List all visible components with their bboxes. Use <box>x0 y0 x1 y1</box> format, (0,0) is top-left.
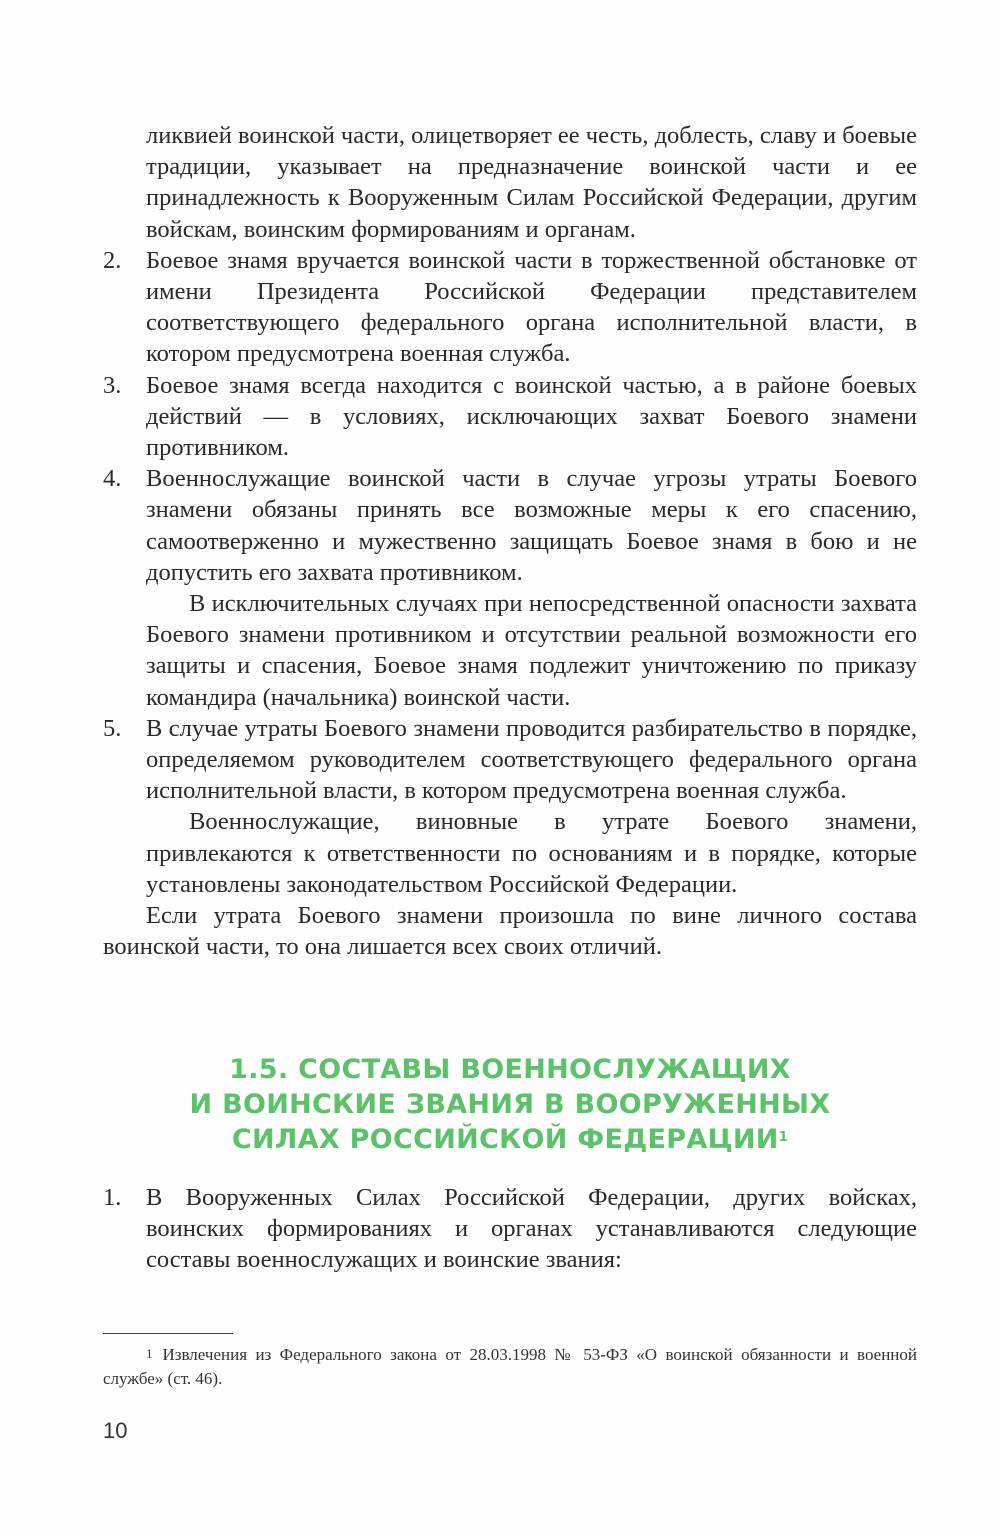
heading-footnote-mark: 1 <box>778 1130 789 1145</box>
list-item-4 <box>103 463 917 588</box>
list-item-text: В Вооруженных Силах Российской Федерации, других войсках, воинских формированиях и органах устанавливаются следующие составы военнослужащих и воинские звания: <box>146 1184 917 1274</box>
page-number: 10 <box>103 1418 128 1443</box>
main-text <box>103 120 917 962</box>
section-list-item-1 <box>103 1182 917 1276</box>
list-item-text: В случае утраты Боевого знамени проводится разбирательство в порядке, определяемом руководителем соответствующего федерального органа исполнительной власти, в котором предусмотрена военная служба. <box>146 714 917 805</box>
list-item-text: Военнослужащие воинской части в случае угрозы утраты Боевого знамени обязаны принять все возможные меры к его спасению, самоотверженно и мужественно защищать Боевое знамя в бою и не допустить его захвата противником. <box>146 465 917 586</box>
list-number: 5. <box>103 714 122 742</box>
list-item-5-paragraph-1: Военнослужащие, виновные в утрате Боевого знамени, привлекаются к ответственности по основаниям и в порядке, которые установлены законодательством Российской Федерации. <box>146 808 917 898</box>
list-item-5 <box>103 713 917 807</box>
list-number: 3. <box>103 371 122 399</box>
heading-line: И ВОИНСКИЕ ЗВАНИЯ В ВООРУЖЕННЫХ <box>189 1089 831 1120</box>
footnote-mark: 1 <box>146 1346 153 1361</box>
list-item-4-paragraph: В исключительных случаях при непосредственной опасности захвата Боевого знамени противником и отсутствии реальной возможности его защиты и спасения, Боевое знамя подлежит уничтожению по приказу командира (начальника) воинской части. <box>146 590 917 711</box>
footnote-divider <box>103 1333 233 1334</box>
section-text <box>103 1182 917 1276</box>
footnote <box>103 1343 917 1391</box>
heading-line: 1.5. СОСТАВЫ ВОЕННОСЛУЖАЩИХ <box>229 1054 791 1085</box>
heading-line-last <box>103 1122 917 1157</box>
list-number: 2. <box>103 246 122 274</box>
footnote-text: Извлечения из Федерального закона от 28.03.1998 № 53-ФЗ «О воинской обязанности и военной службе» (ст. 46). <box>103 1345 917 1388</box>
list-item-3 <box>103 370 917 464</box>
list-item-text: Боевое знамя всегда находится с воинской частью, а в районе боевых действий — в условиях, исключающих захват Боевого знамени противником. <box>146 371 917 462</box>
list-number: 4. <box>103 465 122 493</box>
list-item-5-paragraph-2: Если утрата Боевого знамени произошла по вине личного состава воинской части, то она лишается всех своих отличий. <box>103 902 917 961</box>
list-number: 1. <box>103 1184 122 1211</box>
intro-continuation: ликвией воинской части, олицетворяет ее честь, доблесть, славу и боевые традиции, указывает на предназначение воинской части и ее принадлежность к Вооруженным Силам Российской Федерации, другим войскам, воинским формированиям и органам. <box>146 122 917 243</box>
heading-line-text: СИЛАХ РОССИЙСКОЙ ФЕДЕРАЦИИ <box>231 1124 779 1155</box>
list-item-text: Боевое знамя вручается воинской части в торжественной обстановке от имени Президента Российской Федерации представителем соответствующего федерального органа исполнительной власти, в котором предусмотрена военная служба. <box>146 246 917 368</box>
section-heading <box>103 1052 917 1157</box>
list-item-2 <box>103 245 917 370</box>
